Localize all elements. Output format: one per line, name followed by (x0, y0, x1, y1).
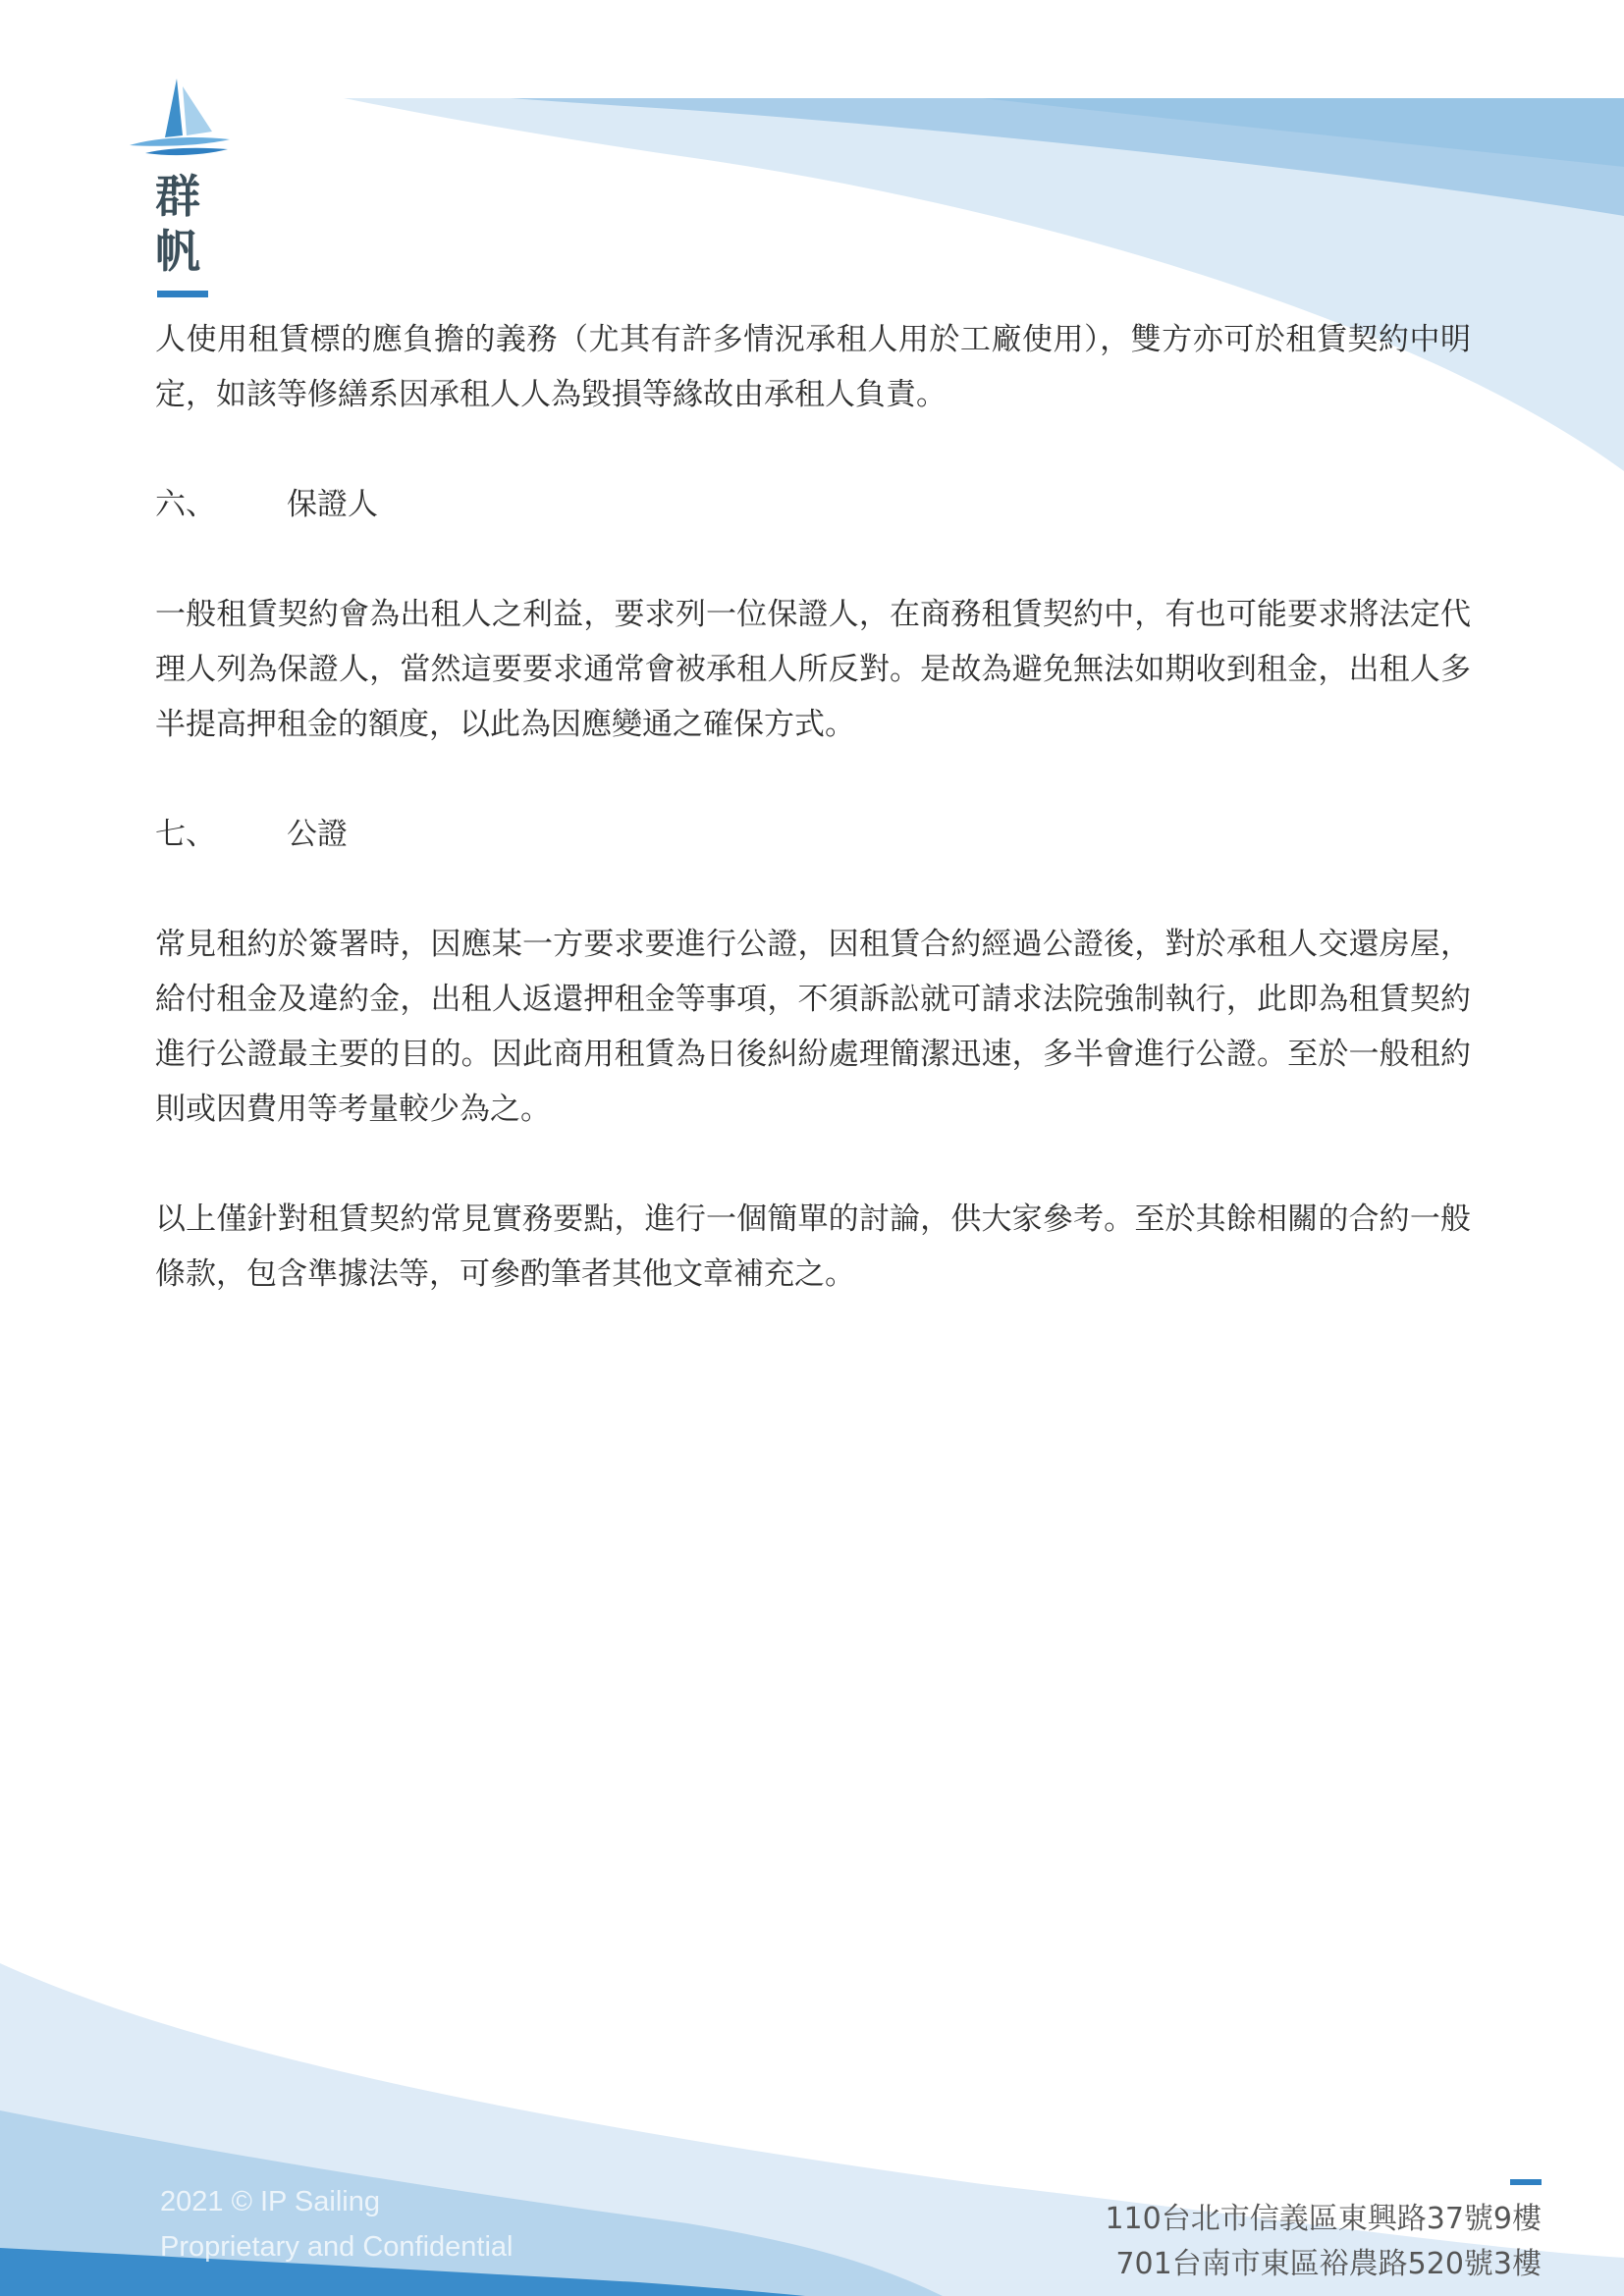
section-heading-guarantor (155, 477, 1471, 532)
address-tainan: 701台南市東區裕農路520號3樓 (1115, 2247, 1542, 2281)
brand-char-1: 群 (155, 170, 200, 223)
section-number: 六、 (155, 487, 216, 522)
document-body (155, 312, 1471, 1357)
footer-addresses (1105, 2197, 1542, 2287)
paragraph-notary: 常見租約於簽署時，因應某一方要求要進行公證，因租賃合約經過公證後，對於承租人交還房屋，給付租金及違約金，出租人返還押租金等事項，不須訴訟就可請求法院強制執行，此即為租賃契約進行公證最主要的目的。因此商用租賃為日後糾紛處理簡潔迅速，多半會進行公證。至於一般租約則或因費用等考量較少為之。 (155, 927, 1471, 1127)
footer-accent-rule (1510, 2179, 1542, 2185)
section-title: 保證人 (287, 487, 378, 522)
copyright-text: 2021 © IP Sailing (160, 2186, 380, 2217)
footer-copyright-block (160, 2179, 513, 2269)
paragraph-conclusion: 以上僅針對租賃契約常見實務要點，進行一個簡單的討論，供大家參考。至於其餘相關的合約一般條款，包含準據法等，可參酌筆者其他文章補充之。 (155, 1201, 1471, 1292)
confidential-text: Proprietary and Confidential (160, 2231, 514, 2263)
address-taipei: 110台北市信義區東興路37號9樓 (1105, 2202, 1542, 2236)
paragraph-intro: 人使用租賃標的應負擔的義務（尤其有許多情況承租人用於工廠使用），雙方亦可於租賃契約中明定，如該等修繕系因承租人人為毀損等緣故由承租人負責。 (155, 322, 1471, 412)
paragraph-guarantor: 一般租賃契約會為出租人之利益，要求列一位保證人，在商務租賃契約中，有也可能要求將法定代理人列為保證人，當然這要要求通常會被承租人所反對。是故為避免無法如期收到租金，出租人多半提高押租金的額度，以此為因應變通之確保方式。 (155, 597, 1471, 742)
sailboat-logo-icon (126, 77, 234, 165)
brand-name (155, 169, 210, 279)
section-number: 七、 (155, 817, 216, 852)
section-title: 公證 (287, 817, 348, 852)
brand-char-2: 帆 (155, 225, 200, 278)
brand-underline (157, 291, 208, 297)
section-heading-notary (155, 807, 1471, 862)
